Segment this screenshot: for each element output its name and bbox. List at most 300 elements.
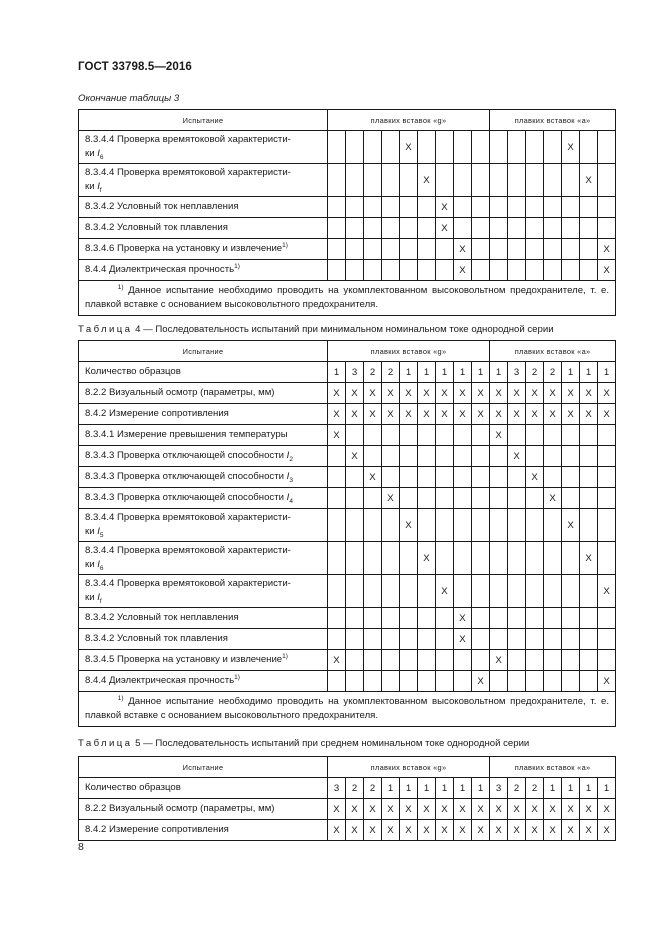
g-cell bbox=[382, 608, 400, 629]
a-cell: X bbox=[544, 820, 562, 841]
g-cell: 1 bbox=[328, 362, 346, 383]
a-cell bbox=[580, 488, 598, 509]
table-row bbox=[79, 197, 616, 218]
g-cell bbox=[382, 446, 400, 467]
g-cell: X bbox=[436, 383, 454, 404]
g-cell: X bbox=[364, 467, 382, 488]
g-cell bbox=[472, 467, 490, 488]
g-cell: X bbox=[400, 799, 418, 820]
a-cell bbox=[598, 467, 616, 488]
table-header-row bbox=[79, 757, 616, 778]
g-cell bbox=[436, 131, 454, 164]
g-cell bbox=[346, 650, 364, 671]
table4-caption: Таблица 4 — Последовательность испытаний при минимальном номинальном токе однородной серии bbox=[78, 324, 554, 335]
test-name-text: ки bbox=[85, 181, 98, 192]
a-cell bbox=[544, 629, 562, 650]
current-index: 3 bbox=[289, 476, 293, 484]
g-cell bbox=[328, 608, 346, 629]
a-cell: 1 bbox=[598, 778, 616, 799]
a-cell bbox=[526, 575, 544, 608]
footnote-cell bbox=[79, 692, 616, 727]
g-cell: X bbox=[400, 820, 418, 841]
a-cell: X bbox=[508, 820, 526, 841]
a-cell bbox=[580, 629, 598, 650]
test-name-text: 8.3.4.4 Проверка времятоковой характеристи- bbox=[85, 578, 291, 589]
g-cell: 1 bbox=[436, 362, 454, 383]
a-cell: X bbox=[490, 650, 508, 671]
a-cell bbox=[544, 239, 562, 260]
g-cell: 2 bbox=[346, 778, 364, 799]
a-cell: X bbox=[562, 383, 580, 404]
g-cell: X bbox=[382, 820, 400, 841]
col-header-test: Испытание bbox=[79, 110, 328, 131]
g-cell: X bbox=[454, 820, 472, 841]
g-cell bbox=[400, 197, 418, 218]
g-cell bbox=[400, 671, 418, 692]
g-cell: X bbox=[454, 629, 472, 650]
g-cell bbox=[400, 446, 418, 467]
g-cell bbox=[418, 629, 436, 650]
current-symbol: I bbox=[97, 148, 100, 159]
col-header-group-g: плавких вставок «g» bbox=[328, 341, 490, 362]
g-cell bbox=[454, 650, 472, 671]
current-index: 5 bbox=[99, 531, 104, 539]
a-cell: X bbox=[490, 383, 508, 404]
g-cell bbox=[364, 650, 382, 671]
a-cell bbox=[490, 542, 508, 575]
a-cell bbox=[508, 239, 526, 260]
g-cell bbox=[418, 260, 436, 281]
test-name-cell bbox=[79, 629, 328, 650]
a-cell bbox=[508, 218, 526, 239]
a-cell bbox=[526, 608, 544, 629]
g-cell: X bbox=[436, 575, 454, 608]
table-row bbox=[79, 260, 616, 281]
g-cell: 1 bbox=[382, 778, 400, 799]
g-cell bbox=[400, 542, 418, 575]
a-cell: X bbox=[580, 799, 598, 820]
footnote-ref: 1) bbox=[282, 241, 288, 249]
g-cell bbox=[436, 509, 454, 542]
g-cell: X bbox=[382, 488, 400, 509]
g-cell bbox=[328, 260, 346, 281]
a-cell bbox=[562, 197, 580, 218]
g-cell: X bbox=[454, 799, 472, 820]
g-cell: 3 bbox=[328, 778, 346, 799]
g-cell bbox=[382, 218, 400, 239]
g-cell bbox=[418, 608, 436, 629]
test-name-cell bbox=[79, 608, 328, 629]
a-cell bbox=[508, 671, 526, 692]
g-cell bbox=[328, 542, 346, 575]
g-cell bbox=[454, 671, 472, 692]
g-cell bbox=[400, 650, 418, 671]
a-cell: 1 bbox=[562, 778, 580, 799]
g-cell bbox=[364, 575, 382, 608]
a-cell bbox=[490, 509, 508, 542]
test-name-cell bbox=[79, 509, 328, 542]
g-cell bbox=[418, 467, 436, 488]
g-cell bbox=[400, 575, 418, 608]
a-cell bbox=[580, 575, 598, 608]
col-header-group-a: плавких вставок «a» bbox=[490, 341, 616, 362]
test-name-text: 8.3.4.3 Проверка отключающей способности bbox=[85, 450, 287, 461]
a-cell: X bbox=[598, 383, 616, 404]
g-cell: X bbox=[436, 799, 454, 820]
a-cell: 1 bbox=[598, 362, 616, 383]
current-symbol: I bbox=[286, 471, 290, 482]
g-cell bbox=[382, 467, 400, 488]
g-cell: X bbox=[364, 799, 382, 820]
g-cell bbox=[418, 446, 436, 467]
test-name-cell bbox=[79, 488, 328, 509]
g-cell bbox=[364, 542, 382, 575]
a-cell bbox=[544, 425, 562, 446]
g-cell bbox=[418, 488, 436, 509]
col-header-group-g: плавких вставок «g» bbox=[328, 757, 490, 778]
a-cell bbox=[580, 467, 598, 488]
footnote-ref: 1) bbox=[234, 673, 240, 681]
a-cell bbox=[580, 446, 598, 467]
a-cell bbox=[526, 218, 544, 239]
g-cell bbox=[346, 260, 364, 281]
a-cell bbox=[598, 509, 616, 542]
a-cell bbox=[580, 239, 598, 260]
g-cell bbox=[400, 239, 418, 260]
a-cell bbox=[526, 629, 544, 650]
g-cell bbox=[436, 608, 454, 629]
a-cell bbox=[490, 467, 508, 488]
a-cell bbox=[526, 509, 544, 542]
g-cell bbox=[382, 260, 400, 281]
col-header-group-g: плавких вставок «g» bbox=[328, 110, 490, 131]
g-cell bbox=[472, 197, 490, 218]
table-row bbox=[79, 404, 616, 425]
test-name-text: ки bbox=[85, 559, 98, 570]
g-cell bbox=[472, 629, 490, 650]
g-cell bbox=[400, 260, 418, 281]
g-cell bbox=[418, 239, 436, 260]
table-row bbox=[79, 778, 616, 799]
g-cell bbox=[346, 488, 364, 509]
a-cell bbox=[598, 218, 616, 239]
g-cell bbox=[382, 575, 400, 608]
g-cell bbox=[328, 197, 346, 218]
a-cell bbox=[508, 164, 526, 197]
table-row bbox=[79, 164, 616, 197]
table3-caption: Окончание таблицы 3 bbox=[78, 93, 180, 104]
current-index: 6 bbox=[99, 153, 104, 161]
g-cell: X bbox=[472, 404, 490, 425]
col-header-test: Испытание bbox=[79, 341, 328, 362]
footnote-mark: 1) bbox=[117, 694, 124, 702]
test-name-cell bbox=[79, 542, 328, 575]
table-row bbox=[79, 629, 616, 650]
g-cell bbox=[364, 239, 382, 260]
a-cell: X bbox=[598, 671, 616, 692]
current-symbol: I bbox=[97, 592, 100, 603]
a-cell: X bbox=[526, 404, 544, 425]
a-cell bbox=[544, 575, 562, 608]
g-cell bbox=[400, 218, 418, 239]
test-name-cell bbox=[79, 820, 328, 841]
a-cell bbox=[490, 131, 508, 164]
a-cell bbox=[598, 608, 616, 629]
g-cell bbox=[382, 425, 400, 446]
footnote-text: Данное испытание необходимо проводить на укомплектованном высоковольтном предохранителе, т. е. плавкой вставке с основанием высоковольтного предохранителя. bbox=[85, 696, 610, 721]
a-cell bbox=[526, 197, 544, 218]
g-cell bbox=[328, 488, 346, 509]
a-cell: X bbox=[544, 404, 562, 425]
a-cell: X bbox=[598, 239, 616, 260]
a-cell: 1 bbox=[562, 362, 580, 383]
g-cell: X bbox=[382, 383, 400, 404]
a-cell bbox=[562, 608, 580, 629]
g-cell bbox=[436, 650, 454, 671]
g-cell: X bbox=[346, 799, 364, 820]
a-cell bbox=[490, 218, 508, 239]
g-cell bbox=[346, 164, 364, 197]
current-index: f bbox=[99, 186, 102, 194]
g-cell: X bbox=[382, 404, 400, 425]
a-cell bbox=[526, 650, 544, 671]
a-cell bbox=[526, 542, 544, 575]
a-cell bbox=[526, 260, 544, 281]
a-cell: X bbox=[508, 446, 526, 467]
table-row bbox=[79, 575, 616, 608]
a-cell: X bbox=[508, 799, 526, 820]
g-cell bbox=[436, 542, 454, 575]
test-name-text: Количество образцов bbox=[85, 366, 181, 377]
test-name-cell bbox=[79, 799, 328, 820]
g-cell: 2 bbox=[364, 362, 382, 383]
a-cell bbox=[598, 164, 616, 197]
g-cell bbox=[472, 575, 490, 608]
test-name-text: 8.3.4.2 Условный ток плавления bbox=[85, 633, 228, 644]
a-cell bbox=[490, 197, 508, 218]
test-name-text: 8.3.4.4 Проверка времятоковой характеристи- bbox=[85, 545, 291, 556]
table-row bbox=[79, 542, 616, 575]
a-cell bbox=[580, 671, 598, 692]
g-cell: X bbox=[364, 820, 382, 841]
g-cell: 1 bbox=[472, 362, 490, 383]
g-cell bbox=[454, 488, 472, 509]
g-cell bbox=[454, 509, 472, 542]
g-cell bbox=[400, 629, 418, 650]
g-cell: X bbox=[436, 820, 454, 841]
test-name-cell bbox=[79, 239, 328, 260]
g-cell bbox=[454, 575, 472, 608]
g-cell bbox=[382, 542, 400, 575]
a-cell bbox=[544, 197, 562, 218]
a-cell bbox=[490, 608, 508, 629]
g-cell: X bbox=[436, 218, 454, 239]
test-name-cell bbox=[79, 362, 328, 383]
a-cell bbox=[562, 446, 580, 467]
a-cell bbox=[526, 488, 544, 509]
g-cell bbox=[364, 260, 382, 281]
g-cell: X bbox=[436, 404, 454, 425]
a-cell bbox=[544, 467, 562, 488]
g-cell bbox=[382, 197, 400, 218]
a-cell: 2 bbox=[526, 362, 544, 383]
table-header-row bbox=[79, 341, 616, 362]
a-cell bbox=[508, 425, 526, 446]
g-cell bbox=[472, 218, 490, 239]
a-cell bbox=[562, 239, 580, 260]
g-cell bbox=[418, 671, 436, 692]
a-cell bbox=[490, 239, 508, 260]
g-cell: X bbox=[418, 542, 436, 575]
g-cell: X bbox=[400, 509, 418, 542]
a-cell: X bbox=[580, 820, 598, 841]
a-cell bbox=[508, 509, 526, 542]
g-cell: X bbox=[328, 425, 346, 446]
test-name-text: 8.4.2 Измерение сопротивления bbox=[85, 824, 229, 835]
test-name-text: Количество образцов bbox=[85, 782, 181, 793]
g-cell: X bbox=[346, 446, 364, 467]
a-cell bbox=[562, 425, 580, 446]
g-cell bbox=[454, 425, 472, 446]
g-cell bbox=[346, 197, 364, 218]
g-cell bbox=[382, 650, 400, 671]
footnote-mark: 1) bbox=[117, 283, 124, 291]
test-name-text: ки bbox=[85, 526, 98, 537]
g-cell bbox=[328, 218, 346, 239]
page-number: 8 bbox=[78, 841, 84, 853]
table-row bbox=[79, 509, 616, 542]
table-row bbox=[79, 799, 616, 820]
a-cell bbox=[562, 218, 580, 239]
a-cell bbox=[580, 260, 598, 281]
a-cell bbox=[580, 131, 598, 164]
g-cell bbox=[328, 575, 346, 608]
a-cell: X bbox=[526, 820, 544, 841]
a-cell bbox=[580, 650, 598, 671]
a-cell: X bbox=[562, 509, 580, 542]
g-cell bbox=[472, 608, 490, 629]
g-cell bbox=[346, 218, 364, 239]
table-row bbox=[79, 131, 616, 164]
g-cell: X bbox=[472, 799, 490, 820]
g-cell bbox=[364, 509, 382, 542]
footnote-row bbox=[79, 692, 616, 727]
current-symbol: I bbox=[286, 492, 290, 503]
g-cell bbox=[328, 164, 346, 197]
g-cell bbox=[418, 197, 436, 218]
g-cell bbox=[346, 542, 364, 575]
g-cell bbox=[346, 131, 364, 164]
g-cell: 1 bbox=[400, 778, 418, 799]
g-cell bbox=[436, 488, 454, 509]
test-name-cell bbox=[79, 650, 328, 671]
g-cell bbox=[418, 650, 436, 671]
table-row bbox=[79, 383, 616, 404]
g-cell bbox=[436, 260, 454, 281]
g-cell: X bbox=[436, 197, 454, 218]
g-cell bbox=[364, 446, 382, 467]
a-cell: 2 bbox=[544, 362, 562, 383]
table5 bbox=[78, 756, 616, 841]
table3 bbox=[78, 109, 616, 316]
a-cell: X bbox=[526, 799, 544, 820]
g-cell: X bbox=[418, 164, 436, 197]
g-cell bbox=[328, 467, 346, 488]
test-name-text: ки bbox=[85, 148, 98, 159]
a-cell bbox=[544, 509, 562, 542]
g-cell bbox=[418, 509, 436, 542]
test-name-text: 8.3.4.3 Проверка отключающей способности bbox=[85, 492, 287, 503]
a-cell bbox=[508, 197, 526, 218]
g-cell bbox=[472, 164, 490, 197]
a-cell: X bbox=[598, 260, 616, 281]
g-cell: X bbox=[382, 799, 400, 820]
g-cell: 1 bbox=[454, 362, 472, 383]
a-cell bbox=[526, 164, 544, 197]
g-cell bbox=[346, 467, 364, 488]
a-cell bbox=[580, 425, 598, 446]
g-cell: 2 bbox=[364, 778, 382, 799]
current-index: 2 bbox=[289, 455, 293, 463]
a-cell bbox=[508, 131, 526, 164]
a-cell bbox=[508, 542, 526, 575]
g-cell bbox=[328, 239, 346, 260]
a-cell: X bbox=[598, 404, 616, 425]
a-cell bbox=[562, 575, 580, 608]
test-name-cell bbox=[79, 383, 328, 404]
test-name-cell bbox=[79, 425, 328, 446]
g-cell bbox=[400, 425, 418, 446]
test-name-cell bbox=[79, 131, 328, 164]
g-cell: X bbox=[472, 671, 490, 692]
current-symbol: I bbox=[97, 526, 100, 537]
g-cell: X bbox=[346, 820, 364, 841]
a-cell: X bbox=[580, 542, 598, 575]
g-cell: 1 bbox=[454, 778, 472, 799]
test-name-text: 8.4.4 Диэлектрическая прочность bbox=[85, 675, 235, 686]
a-cell bbox=[526, 425, 544, 446]
g-cell bbox=[328, 131, 346, 164]
a-cell bbox=[598, 629, 616, 650]
test-name-cell bbox=[79, 575, 328, 608]
g-cell bbox=[454, 446, 472, 467]
g-cell bbox=[346, 608, 364, 629]
a-cell bbox=[562, 467, 580, 488]
g-cell: X bbox=[418, 404, 436, 425]
a-cell: X bbox=[598, 820, 616, 841]
col-header-group-a: плавких вставок «a» bbox=[490, 110, 616, 131]
g-cell bbox=[454, 197, 472, 218]
footnote-ref: 1) bbox=[234, 262, 240, 270]
a-cell: X bbox=[580, 404, 598, 425]
g-cell bbox=[382, 131, 400, 164]
test-name-text: 8.3.4.6 Проверка на установку и извлечение bbox=[85, 243, 283, 254]
test-name-text: 8.3.4.2 Условный ток неплавления bbox=[85, 201, 239, 212]
g-cell bbox=[400, 467, 418, 488]
g-cell: 2 bbox=[382, 362, 400, 383]
g-cell bbox=[382, 164, 400, 197]
g-cell bbox=[436, 671, 454, 692]
g-cell bbox=[454, 542, 472, 575]
g-cell bbox=[436, 446, 454, 467]
g-cell: X bbox=[454, 239, 472, 260]
a-cell bbox=[562, 260, 580, 281]
a-cell: X bbox=[562, 799, 580, 820]
a-cell: 3 bbox=[508, 362, 526, 383]
a-cell bbox=[508, 260, 526, 281]
g-cell: 1 bbox=[400, 362, 418, 383]
a-cell bbox=[490, 575, 508, 608]
